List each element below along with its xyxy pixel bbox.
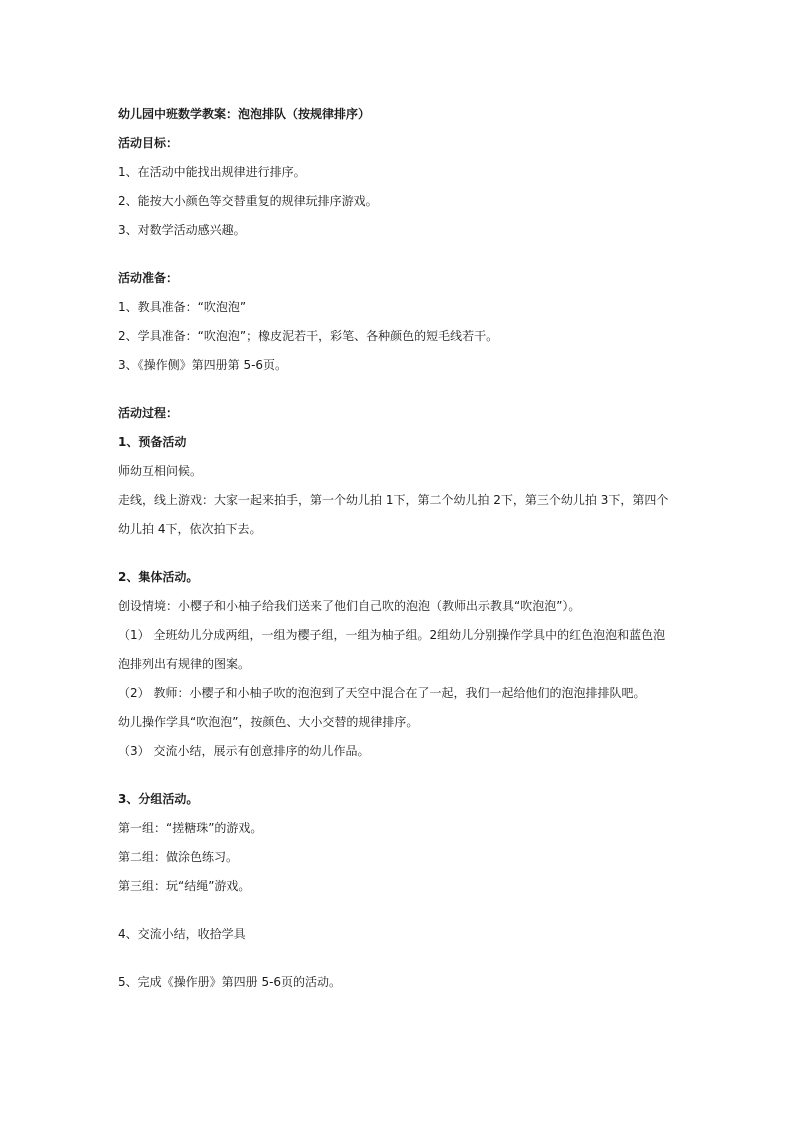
prep-heading: 活动准备： bbox=[118, 271, 179, 285]
section-heading: 1、预备活动 bbox=[118, 435, 187, 449]
section-line: 第三组：玩“结绳”游戏。 bbox=[118, 879, 251, 893]
section-line: 创设情境：小樱子和小柚子给我们送来了他们自己吹的泡泡（教师出示教具“吹泡泡”）。 bbox=[118, 599, 581, 613]
goals-heading: 活动目标： bbox=[118, 136, 179, 150]
process-heading: 活动过程： bbox=[118, 406, 179, 420]
document-title: 幼儿园中班数学教案：泡泡排队（按规律排序） bbox=[118, 107, 371, 121]
section-line: 泡排列出有规律的图案。 bbox=[118, 657, 251, 671]
section-line: （2） 教师：小樱子和小柚子吹的泡泡到了天空中混合在了一起，我们一起给他们的泡泡排排队吧。 bbox=[118, 686, 646, 700]
section-heading: 3、分组活动。 bbox=[118, 792, 199, 806]
prep-item: 2、学具准备：“吹泡泡”；橡皮泥若干，彩笔、各种颜色的短毛线若干。 bbox=[118, 329, 499, 343]
section-line: 4、交流小结，收拾学具 bbox=[118, 927, 246, 941]
section-line: （3） 交流小结，展示有创意排序的幼儿作品。 bbox=[118, 744, 370, 758]
document-body bbox=[118, 100, 688, 997]
goal-item: 2、能按大小颜色等交替重复的规律玩排序游戏。 bbox=[118, 194, 378, 208]
section-line: 幼儿操作学具“吹泡泡”，按颜色、大小交替的规律排序。 bbox=[118, 715, 419, 729]
goal-item: 3、对数学活动感兴趣。 bbox=[118, 223, 246, 237]
section-heading: 2、集体活动。 bbox=[118, 570, 199, 584]
section-line: 师幼互相问候。 bbox=[118, 464, 203, 478]
section-line: 幼儿拍 4下，依次拍下去。 bbox=[118, 522, 262, 536]
section-line: 走线，线上游戏：大家一起来拍手，第一个幼儿拍 1下，第二个幼儿拍 2下，第三个幼儿拍 3下，第四个 bbox=[118, 493, 669, 507]
section-line: 第二组：做涂色练习。 bbox=[118, 850, 239, 864]
goal-item: 1、在活动中能找出规律进行排序。 bbox=[118, 165, 306, 179]
prep-item: 3、《操作侧》第四册第 5-6页。 bbox=[118, 358, 288, 372]
section-line: 第一组：“搓糖珠”的游戏。 bbox=[118, 821, 263, 835]
prep-item: 1、教具准备：“吹泡泡” bbox=[118, 300, 247, 314]
section-line: （1） 全班幼儿分成两组，一组为樱子组，一组为柚子组。2组幼儿分别操作学具中的红色泡泡和蓝色泡 bbox=[118, 628, 666, 642]
section-line: 5、完成《操作册》第四册 5-6页的活动。 bbox=[118, 975, 342, 989]
